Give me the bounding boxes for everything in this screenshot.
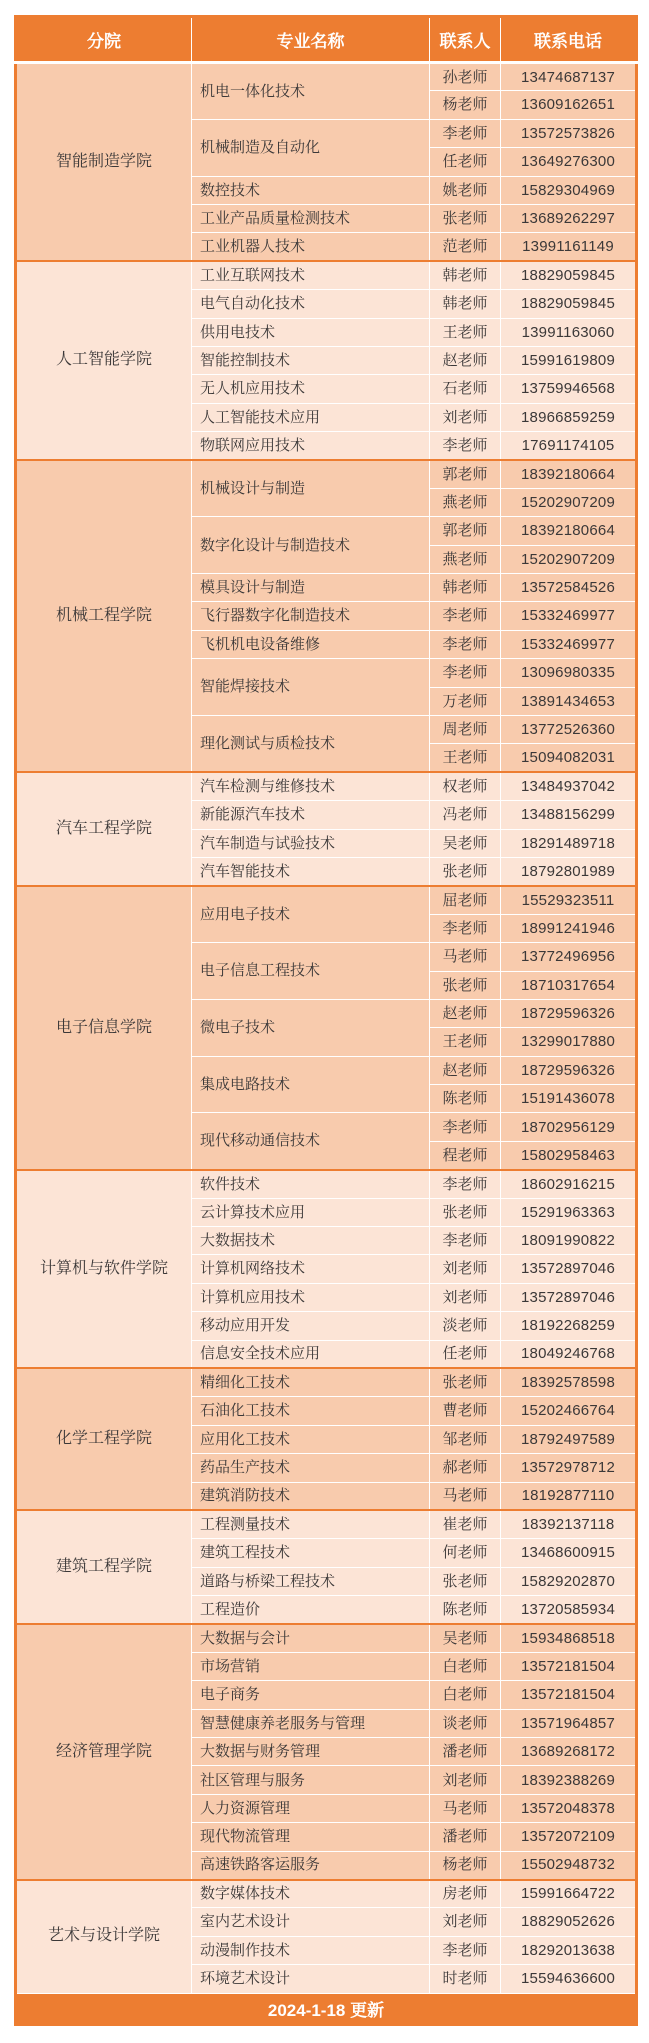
contact-phone-cell: 18729596326	[501, 999, 637, 1027]
contact-phone-cell: 13488156299	[501, 801, 637, 829]
contact-person-cell: 马老师	[430, 943, 501, 971]
contact-phone-cell: 13572584526	[501, 574, 637, 602]
major-cell: 数字化设计与制造技术	[192, 517, 430, 574]
contact-phone-cell: 13759946568	[501, 375, 637, 403]
major-cell: 现代移动通信技术	[192, 1113, 430, 1170]
contact-phone-cell: 13991161149	[501, 233, 637, 261]
contact-person-cell: 杨老师	[430, 91, 501, 119]
major-cell: 机械设计与制造	[192, 460, 430, 517]
table-row	[16, 1624, 637, 1652]
contact-person-cell: 白老师	[430, 1681, 501, 1709]
contact-person-cell: 李老师	[430, 119, 501, 147]
header-row	[16, 17, 637, 63]
contact-phone-cell: 13609162651	[501, 91, 637, 119]
table-row	[16, 1170, 637, 1198]
major-cell: 计算机应用技术	[192, 1283, 430, 1311]
contact-phone-cell: 18049246768	[501, 1340, 637, 1368]
major-cell: 移动应用开发	[192, 1312, 430, 1340]
table-row	[16, 1368, 637, 1396]
column-header-college: 分院	[16, 17, 192, 63]
contact-phone-cell: 18702956129	[501, 1113, 637, 1141]
major-cell: 精细化工技术	[192, 1368, 430, 1396]
major-cell: 建筑工程技术	[192, 1539, 430, 1567]
college-cell: 化学工程学院	[16, 1368, 192, 1510]
contact-person-cell: 马老师	[430, 1794, 501, 1822]
contact-person-cell: 燕老师	[430, 488, 501, 516]
contact-person-cell: 谈老师	[430, 1709, 501, 1737]
college-cell: 建筑工程学院	[16, 1510, 192, 1624]
contact-person-cell: 刘老师	[430, 1255, 501, 1283]
contact-person-cell: 李老师	[430, 432, 501, 460]
major-cell: 计算机网络技术	[192, 1255, 430, 1283]
contact-phone-cell: 15529323511	[501, 886, 637, 914]
major-cell: 云计算技术应用	[192, 1198, 430, 1226]
major-cell: 模具设计与制造	[192, 574, 430, 602]
major-cell: 建筑消防技术	[192, 1482, 430, 1510]
contact-phone-cell: 13572897046	[501, 1255, 637, 1283]
contact-person-cell: 郭老师	[430, 460, 501, 488]
contact-person-cell: 崔老师	[430, 1510, 501, 1538]
contact-person-cell: 张老师	[430, 1368, 501, 1396]
contact-person-cell: 任老师	[430, 148, 501, 176]
major-cell: 现代物流管理	[192, 1823, 430, 1851]
contact-phone-cell: 13096980335	[501, 659, 637, 687]
contact-person-cell: 韩老师	[430, 574, 501, 602]
contact-person-cell: 白老师	[430, 1652, 501, 1680]
contact-person-cell: 韩老师	[430, 290, 501, 318]
major-cell: 道路与桥梁工程技术	[192, 1567, 430, 1595]
college-cell: 艺术与设计学院	[16, 1880, 192, 1994]
contact-phone-cell: 13572897046	[501, 1283, 637, 1311]
contact-person-cell: 张老师	[430, 204, 501, 232]
major-cell: 社区管理与服务	[192, 1766, 430, 1794]
contact-person-cell: 李老师	[430, 1170, 501, 1198]
contact-phone-cell: 13689262297	[501, 204, 637, 232]
college-cell: 机械工程学院	[16, 460, 192, 772]
contact-phone-cell: 18392180664	[501, 460, 637, 488]
contact-phone-cell: 13772526360	[501, 715, 637, 743]
contact-phone-cell: 15202466764	[501, 1397, 637, 1425]
contact-phone-cell: 18392578598	[501, 1368, 637, 1396]
contact-person-cell: 赵老师	[430, 1056, 501, 1084]
contact-phone-cell: 13484937042	[501, 772, 637, 800]
major-cell: 飞行器数字化制造技术	[192, 602, 430, 630]
contact-person-cell: 吴老师	[430, 829, 501, 857]
contact-phone-cell: 18966859259	[501, 403, 637, 431]
major-cell: 微电子技术	[192, 999, 430, 1056]
contact-person-cell: 程老师	[430, 1141, 501, 1169]
major-cell: 集成电路技术	[192, 1056, 430, 1113]
contact-person-cell: 张老师	[430, 1198, 501, 1226]
college-cell: 经济管理学院	[16, 1624, 192, 1880]
contact-person-cell: 屈老师	[430, 886, 501, 914]
contact-phone-cell: 13572978712	[501, 1454, 637, 1482]
contact-person-cell: 刘老师	[430, 1766, 501, 1794]
major-cell: 大数据技术	[192, 1227, 430, 1255]
contact-person-cell: 张老师	[430, 971, 501, 999]
contact-phone-cell: 15202907209	[501, 488, 637, 516]
major-cell: 药品生产技术	[192, 1454, 430, 1482]
contact-person-cell: 陈老师	[430, 1596, 501, 1624]
contact-person-cell: 李老师	[430, 659, 501, 687]
contact-person-cell: 何老师	[430, 1539, 501, 1567]
major-cell: 电气自动化技术	[192, 290, 430, 318]
table-row	[16, 886, 637, 914]
contact-person-cell: 淡老师	[430, 1312, 501, 1340]
contact-phone-cell: 13572573826	[501, 119, 637, 147]
contact-phone-cell: 18192877110	[501, 1482, 637, 1510]
column-header-contact-person: 联系人	[430, 17, 501, 63]
contact-phone-cell: 15991664722	[501, 1880, 637, 1908]
contact-person-cell: 万老师	[430, 687, 501, 715]
contact-phone-cell: 15991619809	[501, 346, 637, 374]
contact-phone-cell: 15829304969	[501, 176, 637, 204]
contact-phone-cell: 18192268259	[501, 1312, 637, 1340]
contact-person-cell: 张老师	[430, 1567, 501, 1595]
contact-person-cell: 范老师	[430, 233, 501, 261]
major-cell: 工业产品质量检测技术	[192, 204, 430, 232]
major-cell: 无人机应用技术	[192, 375, 430, 403]
contact-person-cell: 李老师	[430, 630, 501, 658]
contact-person-cell: 孙老师	[430, 63, 501, 91]
contact-person-cell: 赵老师	[430, 346, 501, 374]
college-cell: 汽车工程学院	[16, 772, 192, 886]
major-cell: 物联网应用技术	[192, 432, 430, 460]
contact-person-cell: 张老师	[430, 857, 501, 885]
table-row	[16, 460, 637, 488]
major-cell: 汽车检测与维修技术	[192, 772, 430, 800]
major-cell: 市场营销	[192, 1652, 430, 1680]
contact-person-cell: 赵老师	[430, 999, 501, 1027]
contact-phone-cell: 18991241946	[501, 914, 637, 942]
contact-phone-cell: 15594636600	[501, 1965, 637, 1993]
contact-phone-cell: 13891434653	[501, 687, 637, 715]
contact-phone-cell: 15094082031	[501, 744, 637, 772]
table-row	[16, 1510, 637, 1538]
contact-person-cell: 刘老师	[430, 1283, 501, 1311]
major-cell: 汽车制造与试验技术	[192, 829, 430, 857]
contact-phone-cell: 18792801989	[501, 857, 637, 885]
contact-phone-cell: 13772496956	[501, 943, 637, 971]
contact-phone-cell: 13572048378	[501, 1794, 637, 1822]
major-cell: 大数据与会计	[192, 1624, 430, 1652]
contact-phone-cell: 13571964857	[501, 1709, 637, 1737]
contact-person-cell: 房老师	[430, 1880, 501, 1908]
contact-phone-cell: 17691174105	[501, 432, 637, 460]
contact-person-cell: 时老师	[430, 1965, 501, 1993]
major-cell: 大数据与财务管理	[192, 1738, 430, 1766]
major-cell: 人力资源管理	[192, 1794, 430, 1822]
college-cell: 人工智能学院	[16, 261, 192, 460]
contact-phone-cell: 15191436078	[501, 1085, 637, 1113]
major-cell: 动漫制作技术	[192, 1936, 430, 1964]
contact-person-cell: 马老师	[430, 1482, 501, 1510]
contact-phone-cell: 18392180664	[501, 517, 637, 545]
table-row	[16, 772, 637, 800]
major-cell: 电子信息工程技术	[192, 943, 430, 1000]
major-cell: 智慧健康养老服务与管理	[192, 1709, 430, 1737]
column-header-major: 专业名称	[192, 17, 430, 63]
major-cell: 电子商务	[192, 1681, 430, 1709]
contact-person-cell: 王老师	[430, 1028, 501, 1056]
update-date-banner: 2024-1-18 更新	[16, 1993, 637, 2024]
major-cell: 飞机机电设备维修	[192, 630, 430, 658]
table-row	[16, 1880, 637, 1908]
contact-phone-cell: 18792497589	[501, 1425, 637, 1453]
contact-table	[14, 15, 638, 2026]
contact-phone-cell: 18729596326	[501, 1056, 637, 1084]
contact-person-cell: 燕老师	[430, 545, 501, 573]
major-cell: 数控技术	[192, 176, 430, 204]
contact-person-cell: 姚老师	[430, 176, 501, 204]
contact-phone-cell: 15291963363	[501, 1198, 637, 1226]
contact-phone-cell: 13299017880	[501, 1028, 637, 1056]
contact-phone-cell: 15332469977	[501, 602, 637, 630]
contact-phone-cell: 18829052626	[501, 1908, 637, 1936]
contact-person-cell: 邹老师	[430, 1425, 501, 1453]
table-body	[16, 63, 637, 1994]
major-cell: 机电一体化技术	[192, 63, 430, 120]
contact-phone-cell: 13572181504	[501, 1681, 637, 1709]
contact-person-cell: 王老师	[430, 744, 501, 772]
contact-person-cell: 冯老师	[430, 801, 501, 829]
contact-phone-cell: 13572181504	[501, 1652, 637, 1680]
table-header	[16, 17, 637, 63]
major-cell: 工业互联网技术	[192, 261, 430, 289]
major-cell: 室内艺术设计	[192, 1908, 430, 1936]
college-cell: 智能制造学院	[16, 63, 192, 262]
contact-phone-cell: 13468600915	[501, 1539, 637, 1567]
contact-phone-cell: 15934868518	[501, 1624, 637, 1652]
contact-person-cell: 王老师	[430, 318, 501, 346]
contact-person-cell: 李老师	[430, 1227, 501, 1255]
contact-person-cell: 刘老师	[430, 1908, 501, 1936]
contact-phone-cell: 18292013638	[501, 1936, 637, 1964]
contact-person-cell: 李老师	[430, 1936, 501, 1964]
contact-person-cell: 石老师	[430, 375, 501, 403]
major-cell: 应用电子技术	[192, 886, 430, 943]
contact-person-cell: 郭老师	[430, 517, 501, 545]
contact-phone-cell: 15202907209	[501, 545, 637, 573]
major-cell: 人工智能技术应用	[192, 403, 430, 431]
contact-person-cell: 权老师	[430, 772, 501, 800]
major-cell: 新能源汽车技术	[192, 801, 430, 829]
contact-phone-cell: 18602916215	[501, 1170, 637, 1198]
contact-person-cell: 郝老师	[430, 1454, 501, 1482]
contact-phone-cell: 15502948732	[501, 1851, 637, 1879]
table-row	[16, 261, 637, 289]
contact-person-cell: 李老师	[430, 602, 501, 630]
contact-phone-cell: 18291489718	[501, 829, 637, 857]
contact-phone-cell: 13649276300	[501, 148, 637, 176]
contact-phone-cell: 15802958463	[501, 1141, 637, 1169]
major-cell: 环境艺术设计	[192, 1965, 430, 1993]
major-cell: 石油化工技术	[192, 1397, 430, 1425]
contact-phone-cell: 13572072109	[501, 1823, 637, 1851]
contact-person-cell: 吴老师	[430, 1624, 501, 1652]
major-cell: 软件技术	[192, 1170, 430, 1198]
major-cell: 数字媒体技术	[192, 1880, 430, 1908]
major-cell: 智能焊接技术	[192, 659, 430, 716]
contact-phone-cell: 18829059845	[501, 290, 637, 318]
contact-phone-cell: 13689268172	[501, 1738, 637, 1766]
major-cell: 信息安全技术应用	[192, 1340, 430, 1368]
major-cell: 机械制造及自动化	[192, 119, 430, 176]
major-cell: 应用化工技术	[192, 1425, 430, 1453]
major-cell: 智能控制技术	[192, 346, 430, 374]
contact-person-cell: 刘老师	[430, 403, 501, 431]
contact-phone-cell: 18829059845	[501, 261, 637, 289]
contact-phone-cell: 15332469977	[501, 630, 637, 658]
contact-person-cell: 李老师	[430, 1113, 501, 1141]
contact-person-cell: 任老师	[430, 1340, 501, 1368]
contact-person-cell: 杨老师	[430, 1851, 501, 1879]
contact-person-cell: 陈老师	[430, 1085, 501, 1113]
contact-phone-cell: 13474687137	[501, 63, 637, 91]
contact-phone-cell: 13720585934	[501, 1596, 637, 1624]
contact-person-cell: 李老师	[430, 914, 501, 942]
table-footer	[16, 1993, 637, 2024]
contact-person-cell: 曹老师	[430, 1397, 501, 1425]
contact-phone-cell: 18091990822	[501, 1227, 637, 1255]
major-cell: 汽车智能技术	[192, 857, 430, 885]
major-cell: 工程测量技术	[192, 1510, 430, 1538]
contact-person-cell: 周老师	[430, 715, 501, 743]
contact-person-cell: 潘老师	[430, 1823, 501, 1851]
contact-phone-cell: 13991163060	[501, 318, 637, 346]
footer-row	[16, 1993, 637, 2024]
major-cell: 工业机器人技术	[192, 233, 430, 261]
contact-person-cell: 潘老师	[430, 1738, 501, 1766]
major-cell: 供用电技术	[192, 318, 430, 346]
contact-phone-cell: 18710317654	[501, 971, 637, 999]
contact-phone-cell: 18392137118	[501, 1510, 637, 1538]
major-cell: 高速铁路客运服务	[192, 1851, 430, 1879]
major-cell: 工程造价	[192, 1596, 430, 1624]
table-row	[16, 63, 637, 91]
column-header-contact-phone: 联系电话	[501, 17, 637, 63]
contact-person-cell: 韩老师	[430, 261, 501, 289]
college-cell: 计算机与软件学院	[16, 1170, 192, 1369]
major-cell: 理化测试与质检技术	[192, 715, 430, 772]
contact-phone-cell: 18392388269	[501, 1766, 637, 1794]
contact-phone-cell: 15829202870	[501, 1567, 637, 1595]
college-cell: 电子信息学院	[16, 886, 192, 1170]
